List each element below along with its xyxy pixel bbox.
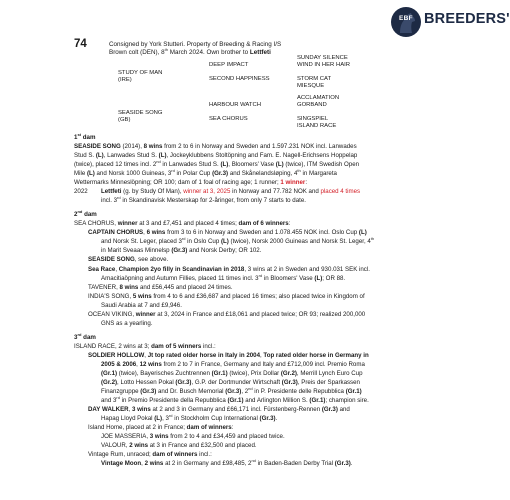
record-line: ISLAND RACE, 2 wins at 3; dam of 5 winners incl.: xyxy=(74,343,216,350)
sibling-name: Lettfeti xyxy=(249,49,271,57)
record-line: (twice), placed 12 times incl. 2nd in Lanwades Stud S. (L), Bloomers' Vase (L) (twice), ITM Swedish Open xyxy=(74,158,360,168)
record-line: JOE MASSERIA, 3 wins from 2 to 4 and £34,459 and placed twice. xyxy=(101,433,285,440)
sss-name: SUNDAY SILENCE xyxy=(297,55,348,61)
record-line: SEA CHORUS, winner at 3 and £7,451 and placed 4 times; dam of 6 winners: xyxy=(74,220,291,227)
record-line: Mile (L) and Norsk 1000 Guineas, 3rd in Polar Cup (Gr.3) and Skånelandsløping, 4th in Margareta xyxy=(74,167,337,177)
dam-origin: (GB) xyxy=(118,117,131,124)
lot-number: 74 xyxy=(74,38,87,50)
record-line: VALOUR, 2 wins at 3 in France and £32,500 and placed. xyxy=(101,442,257,449)
section-heading: 1st dam xyxy=(74,131,96,141)
record-line: Lettfeti (g. by Study Of Man), winner at 3, 2025 in Norway and 77.782 NOK and placed 4 times xyxy=(101,188,361,195)
record-line: and Norsk St. Leger, placed 3rd in Oslo Cup (L) (twice), Norsk 2000 Guineas and Norsk St. Leger, 4th xyxy=(101,235,375,245)
date-suffix: th xyxy=(164,47,168,53)
pedigree-sire-dam: SECOND HAPPINESS xyxy=(209,76,270,82)
record-line: Island Home, placed at 2 in France; dam of winners: xyxy=(88,424,234,431)
record-line: in Marit Sveaas Minnelsp (Gr.3) and Norsk Derby; OR 102. xyxy=(101,247,262,254)
section-heading: 3rd dam xyxy=(74,331,96,341)
record-line: OCEAN VIKING, winner at 3, 2024 in France and £18,061 and placed twice; OR 93; realized 200,000 xyxy=(88,311,366,318)
dam-name: SEASIDE SONG xyxy=(118,110,163,116)
record-line: Vintage Moon, 2 wins at 2 in Germany and £98,485, 2nd in Baden-Baden Derby Trial (Gr.3). xyxy=(101,457,353,467)
record-line: Saudi Arabia at 7 and £9,946. xyxy=(101,302,182,309)
foal-sex-colour-country: Brown colt (DEN), 8 xyxy=(109,49,165,57)
record-line: INDIA'S SONG, 5 wins from 4 to 6 and £36,687 and placed 16 times; also placed twice in Kingdom of xyxy=(88,293,365,300)
consignor-line: Consigned by York Stutteri. Property of Breeding & Racing I/S xyxy=(109,41,282,48)
record-line: DAY WALKER, 3 wins at 2 and 3 in Germany and £66,171 incl. Fürstenberg-Rennen (Gr.3) and xyxy=(88,406,350,413)
sire-name: STUDY OF MAN xyxy=(118,70,163,76)
dss-name: ACCLAMATION xyxy=(297,95,340,101)
record-line: (Gr.1) (twice), Bayerisches Zuchtrennen (Gr.1) (twice), Prix Dollar (Gr.2), Merrill Lynch Euro Cup xyxy=(101,370,363,377)
record-line: TAVENER, 8 wins and £56,445 and placed 24 times. xyxy=(88,284,233,291)
record-line: Sea Race, Champion 2yo filly in Scandinavian in 2018, 3 wins at 2 in Sweden and 930.031 SEK incl. xyxy=(88,266,370,273)
record-line: Stud S. (L), Lanwades Stud S. (L), Jockeyklubbens Stoltöpning and Fam. E. Nagell-Erichsens Hoppelap xyxy=(74,152,358,159)
record-line: CAPTAIN CHORUS, 6 wins from 3 to 6 in Norway and Sweden and 1.078.455 NOK incl. Oslo Cup (L) xyxy=(88,229,367,236)
record-line: Hapag Lloyd Pokal (L), 3rd in Stockholm Cup International (Gr.3). xyxy=(101,412,278,422)
record-line: GNS as a yearling. xyxy=(101,320,153,327)
dds-name: SINGSPIEL xyxy=(297,116,329,122)
dsd-name: GORBAND xyxy=(297,102,327,109)
pedigree-sire-sire: DEEP IMPACT xyxy=(209,62,249,68)
breeders-wordmark: BREEDERS' xyxy=(424,11,510,27)
record-line-year: 2022 xyxy=(74,188,88,195)
sdd-name: MIESQUE xyxy=(297,83,325,90)
pedigree-dam-sire: HARBOUR WATCH xyxy=(209,102,262,108)
record-line: (Gr.2), Lotto Hessen Pokal (Gr.3), G.P. der Dortmunder Wirtschaft (Gr.3), Preis der Sparkassen xyxy=(101,379,360,386)
ssd-name: WIND IN HER HAIR xyxy=(297,62,351,69)
record-line: Amacitiaöpning and Autumn Fillies, placed 11 times incl. 3rd in Bloomers' Vase (L); OR 88. xyxy=(101,272,346,282)
record-line: SEASIDE SONG (2014), 8 wins from 2 to 6 in Norway and Sweden and 1.597.231 NOK incl. Lanwades xyxy=(74,143,357,150)
ddd-name: ISLAND RACE xyxy=(297,123,337,130)
sire-origin: (IRE) xyxy=(118,77,132,84)
record-line: 2005 & 2006, 12 wins from 2 to 7 in France, Germany and Italy and £712,009 incl. Premio Roma xyxy=(101,361,365,368)
record-line: Wettermarks Minneslöpning; OR 100; dam of 1 foal of racing age; 1 runner; 1 winner: xyxy=(74,179,308,186)
sds-name: STORM CAT xyxy=(297,76,332,82)
foal-date-tail: March 2024. Own brother to xyxy=(167,49,250,57)
record-line: and 3rd in Premio Presidente della Repubblica (Gr.1) and Arlington Million S. (Gr.1); champion sire. xyxy=(101,394,369,404)
section-heading: 2nd dam xyxy=(74,208,97,218)
record-line: Vintage Rum, unraced; dam of winners incl.: xyxy=(88,451,212,458)
ebf-logo-text: EBF xyxy=(399,15,413,22)
pedigree-dam-dam: SEA CHORUS xyxy=(209,116,248,122)
record-line: Finanzgruppe (Gr.3) and Dr. Busch Memorial (Gr.3), 2nd in P. Presidente delle Repubblica (Gr.1) xyxy=(101,385,362,395)
record-line: incl. 3rd in Skandinavisk Mesterskap for 2-åringer, from only 7 starts to date. xyxy=(101,194,306,204)
record-line: SOLDIER HOLLOW, Jt top rated older horse in Italy in 2004, Top rated older horse in Germany in xyxy=(88,352,369,359)
record-line: SEASIDE SONG, see above. xyxy=(88,256,169,263)
